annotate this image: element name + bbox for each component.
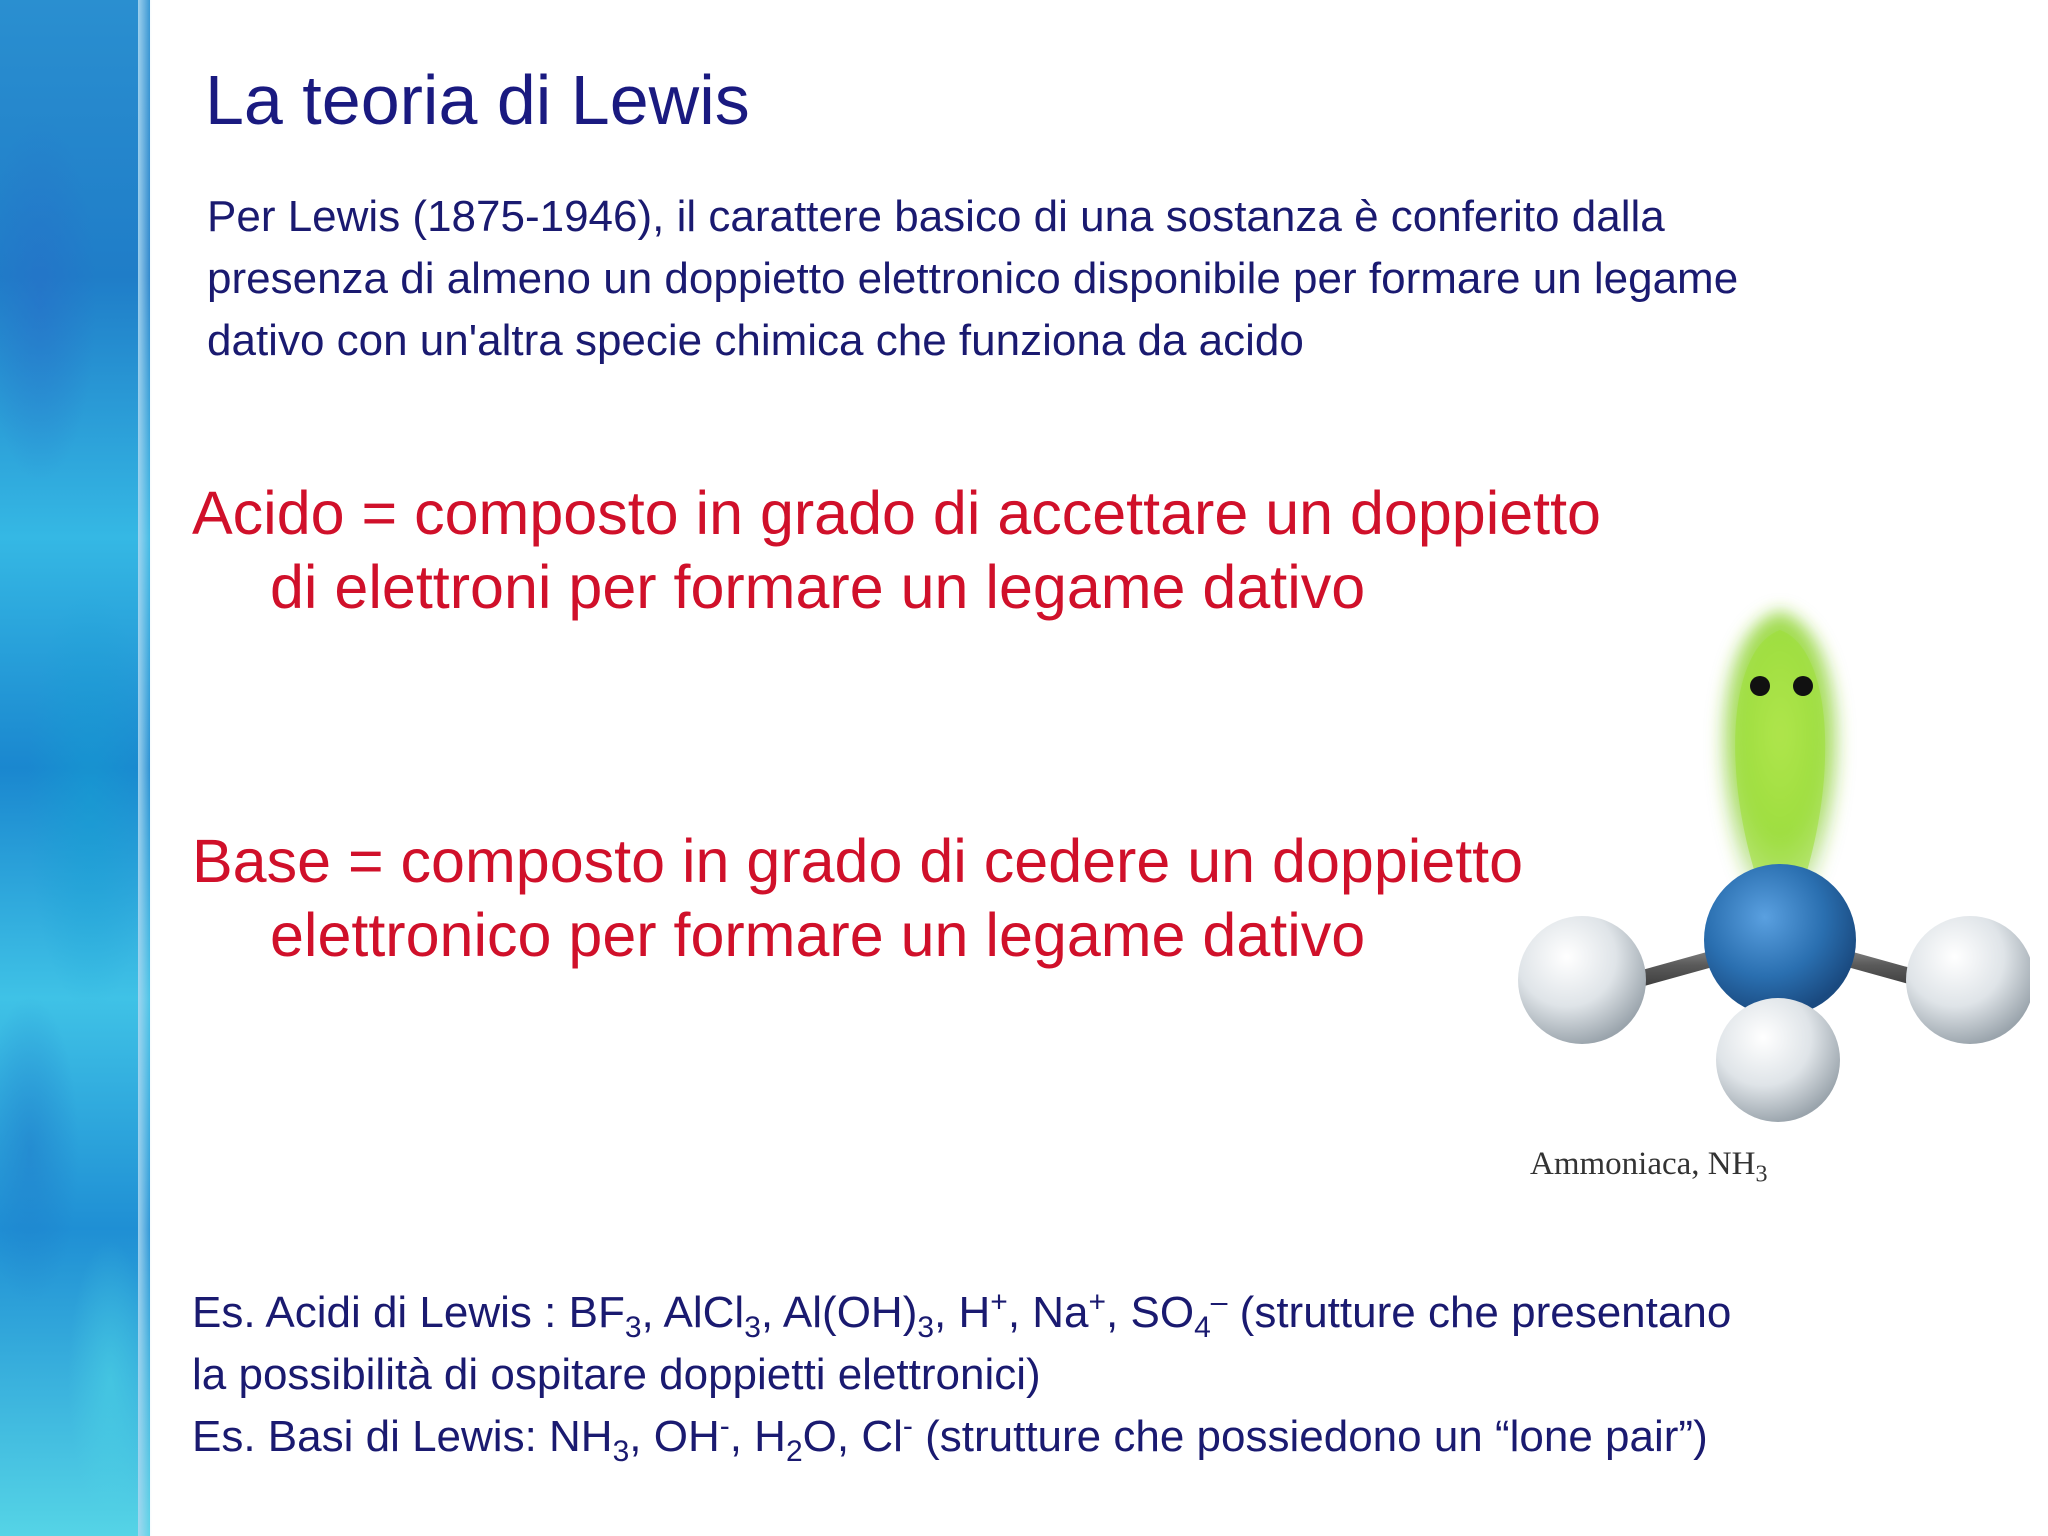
lone-pair-electron-2 [1793,676,1813,696]
so4-superscript: – [1210,1285,1228,1319]
oh-minus-superscript: - [719,1409,730,1443]
ammonia-molecule-illustration [1510,590,2030,1150]
h2o-subscript: 2 [785,1434,803,1468]
so4-text: , SO [1106,1288,1195,1337]
hydrogen-atom-left [1518,916,1646,1044]
base-definition-line-1: Base = composto in grado di cedere un doppietto [192,827,1524,895]
caption-subscript: 3 [1755,1161,1768,1188]
oh-minus-text: , OH [629,1412,720,1461]
so4-subscript: 4 [1194,1310,1211,1344]
intro-line-1: Per Lewis (1875-1946), il carattere basico di una sostanza è conferito dalla [207,192,1665,241]
intro-paragraph [207,186,2007,372]
slide-title: La teoria di Lewis [205,61,750,139]
alcl3-subscript: 3 [744,1310,761,1344]
lone-pair-electron-1 [1750,676,1770,696]
base-definition-line-2: elettronico per formare un legame dativo [270,901,1366,969]
acids-prefix: Es. Acidi di Lewis : BF [192,1288,625,1337]
na-plus-text: , Na [1007,1288,1089,1337]
bf3-subscript: 3 [624,1310,642,1344]
intro-line-3: dativo con un'altra specie chimica che funziona da acido [207,316,1304,365]
figure-caption [1530,1146,1767,1189]
h-plus-superscript: + [990,1285,1008,1319]
caption-text: Ammoniaca, NH [1530,1146,1756,1182]
acids-line-2: la possibilità di ospitare doppietti elettronici) [192,1350,1041,1399]
h2o-text: , H [729,1412,786,1461]
bases-tail: (strutture che possiedono un “lone pair”) [912,1412,1708,1461]
nh3-subscript: 3 [612,1434,630,1468]
o-cl-text: O, Cl [802,1412,903,1461]
acid-definition-line-2: di elettroni per formare un legame dativo [270,553,1366,621]
cl-minus-superscript: - [902,1409,913,1443]
alcl3-text: , AlCl [641,1288,745,1337]
acid-definition-line-1: Acido = composto in grado di accettare un doppietto [192,479,1601,547]
h-plus-text: , H [934,1288,991,1337]
nitrogen-atom [1704,864,1856,1016]
intro-line-2: presenza di almeno un doppietto elettronico disponibile per formare un legame [207,254,1739,303]
aloh3-subscript: 3 [917,1310,935,1344]
bases-prefix: Es. Basi di Lewis: NH [192,1412,613,1461]
examples-paragraph [192,1282,2032,1468]
na-plus-superscript: + [1088,1285,1107,1319]
acids-tail: (strutture che presentano [1227,1288,1732,1337]
aloh3-text: , Al(OH) [760,1288,918,1337]
hydrogen-atom-bottom [1716,998,1840,1122]
hydrogen-atom-right [1906,916,2030,1044]
decorative-side-band [0,0,150,1536]
